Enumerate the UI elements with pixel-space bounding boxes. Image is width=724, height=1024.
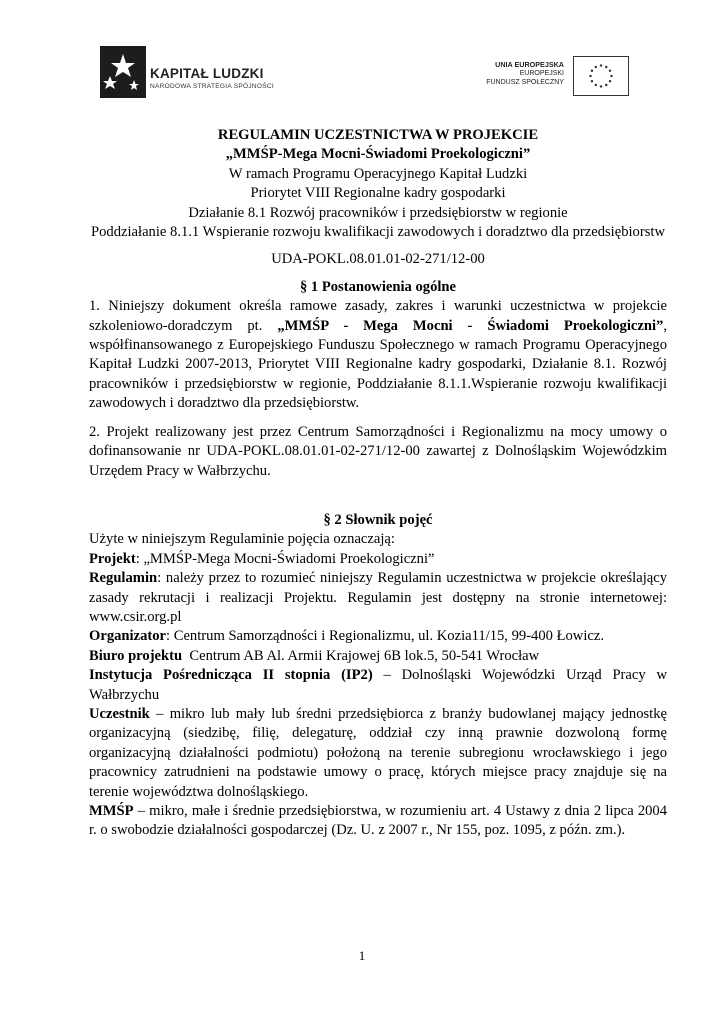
doc-title: REGULAMIN UCZESTNICTWA W PROJEKCIE: [217, 127, 539, 143]
section1-paragraph-2: 2. Projekt realizowany jest przez Centrum Samorządności i Regionalizmu na mocy umowy o dofinansowanie nr UDA-POKL.08.01.01-02-271/12-00 zawartej z Dolnośląskim Wojewódzkim Urzędem Pracy w Wałbrzychu.: [89, 423, 667, 479]
program-line: W ramach Programu Operacyjnego Kapitał Ludzki: [228, 165, 528, 182]
measure-line: Działanie 8.1 Rozwój pracowników i przedsiębiorstw w regionie: [188, 204, 568, 221]
definition-item: [89, 647, 667, 666]
definition-item: [89, 705, 667, 802]
section1-heading: § 1 Postanowienia ogólne: [299, 278, 457, 295]
definition-text: mikro lub mały lub średni przedsiębiorca z branży budowlanej mający jednostkę organizacyjną (siedzibę, filię, delegaturę, oddział czy inną prawnie dozwoloną formę organizacyjną działalności podmiotu) położoną na terenie subregionu wrocławskiego i jego pracownicy zatrudnieni na podstawie umowy o pracę, których miejsce pracy znajduje się na terenie województwa dolnośląskiego.: [89, 705, 667, 800]
header-logos: [0, 0, 724, 110]
logo-subtitle: NARODOWA STRATEGIA SPÓJNOŚCI: [150, 83, 274, 90]
definition-term: MMŚP: [89, 803, 134, 819]
definitions-list: [89, 550, 667, 841]
eu-line-2: EUROPEJSKI: [519, 70, 564, 77]
definition-text: Centrum AB Al. Armii Krajowej 6B lok.5, 50-541 Wrocław: [189, 647, 540, 664]
eu-line-1: UNIA EUROPEJSKA: [495, 60, 564, 69]
definition-item: [89, 569, 667, 627]
section1-p1-bold: „MMŚP - Mega Mocni - Świadomi Proekologiczni”: [277, 317, 664, 334]
section1-p1-end: , współfinansowanego z Europejskiego Funduszu Społecznego w ramach Programu Operacyjnego Kapitał Ludzki 2007-2013, Priorytet VIII Regionalne kadry gospodarki, Działanie 8.1. Rozwój pracowników i przedsiębiorstw w regionie, Poddziałanie 8.1.1.Wspieranie rozwoju kwalifikacji zawodowych i doradztwo dla przedsiębiorstw.: [89, 317, 667, 412]
definition-term: Projekt: [89, 550, 136, 567]
definition-text: mikro, małe i średnie przedsiębiorstwa, w rozumieniu art. 4 Ustawy z dnia 2 lipca 2004 r. o swobodzie działalności gospodarczej (Dz. U. z 2007 r., Nr 155, poz. 1095, z późn. zm.).: [89, 803, 668, 839]
page-number: 1: [358, 948, 366, 963]
project-name: „MMŚP-Mega Mocni-Świadomi Proekologiczni”: [225, 146, 531, 163]
definition-separator: –: [372, 667, 402, 684]
definition-separator: :: [135, 550, 144, 567]
section1-p1-start: 1. Niniejszy dokument określa ramowe zasady, zakres i warunki uczestnictwa w projekcie szkoleniowo-doradczym pt.: [89, 298, 667, 334]
section1-paragraph-1: [89, 297, 667, 413]
eu-line-3: FUNDUSZ SPOŁECZNY: [486, 79, 564, 86]
definition-term: Biuro projektu: [89, 647, 183, 664]
kapital-ludzki-emblem-icon: [100, 46, 146, 98]
document-body: [89, 126, 667, 841]
definition-text: należy przez to rozumieć niniejszy Regulamin uczestnictwa w projekcie określający zasady rekrutacji i realizacji Projektu. Regulamin jest dostępny na stronie internetowej: www.csir.org.pl: [89, 570, 668, 625]
definition-separator: –: [133, 803, 150, 819]
definition-term: Instytucja Pośrednicząca II stopnia (IP2): [89, 667, 373, 684]
definition-separator: –: [149, 705, 170, 722]
definition-separator: :: [166, 628, 174, 645]
eu-flag-icon: [573, 56, 629, 96]
definition-term: Uczestnik: [89, 705, 150, 722]
definition-text: Dolnośląski Wojewódzki Urząd Pracy w Wałbrzychu: [89, 667, 667, 703]
contract-code: UDA-POKL.08.01.01-02-271/12-00: [271, 251, 485, 268]
kapital-ludzki-logo: [100, 46, 290, 102]
priority-line: Priorytet VIII Regionalne kadry gospodarki: [250, 185, 506, 202]
definition-item: [89, 666, 667, 705]
definition-term: Organizator: [89, 628, 167, 645]
definition-separator: :: [157, 570, 166, 587]
definition-item: [89, 627, 667, 646]
section2-heading: § 2 Słownik pojęć: [323, 511, 433, 528]
definition-term: Regulamin: [89, 570, 158, 587]
definition-text: „MMŚP-Mega Mocni-Świadomi Proekologiczni”: [143, 550, 435, 567]
section2-intro: Użyte w niniejszym Regulaminie pojęcia oznaczają:: [89, 531, 395, 548]
definition-item: [89, 550, 667, 569]
definition-text: Centrum Samorządności i Regionalizmu, ul. Kozia11/15, 99-400 Łowicz.: [173, 628, 605, 645]
logo-title: KAPITAŁ LUDZKI: [150, 66, 264, 81]
eu-fund-text: [486, 60, 564, 87]
submeasure-line: Poddziałanie 8.1.1 Wspieranie rozwoju kwalifikacji zawodowych i doradztwo dla przedsiębiorstw: [91, 224, 665, 241]
definition-item: [89, 802, 667, 841]
